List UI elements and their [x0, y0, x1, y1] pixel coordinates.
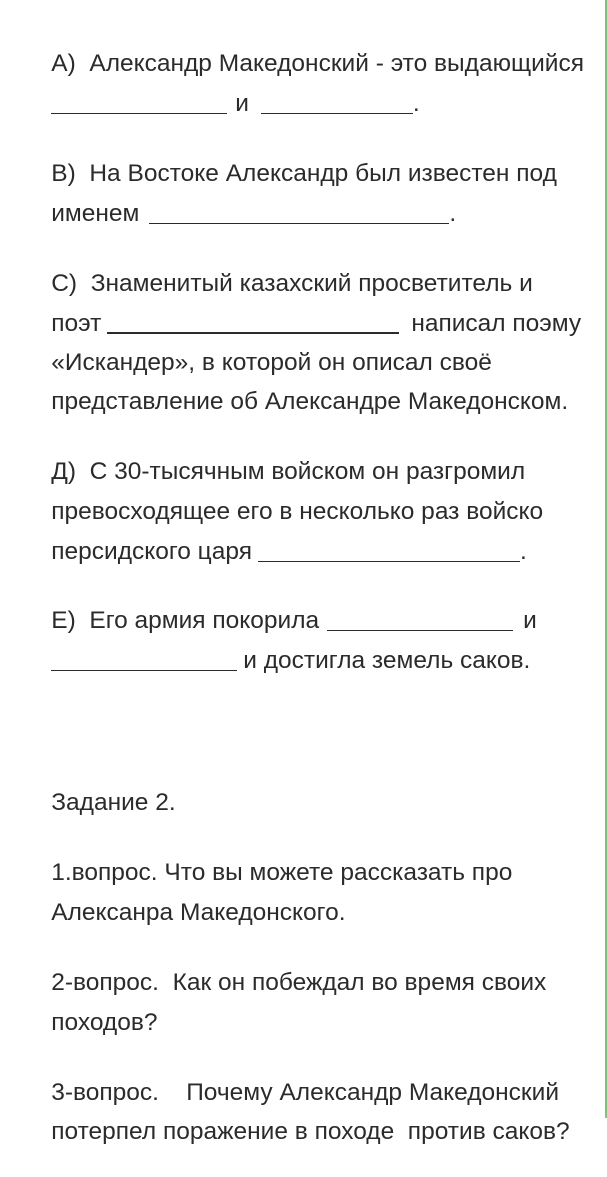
section-a-line-1 — [24, 19, 585, 77]
question-3-text-1: 3-вопрос. Почему Александр Македонский — [51, 1079, 560, 1106]
fill-in-blank — [261, 89, 413, 119]
section-d-line-2 — [24, 467, 544, 525]
section-c-text-3: «Искандер», в которой он описал своё — [51, 349, 492, 376]
section-e-conjunction: и — [523, 607, 537, 634]
section-c-line-4 — [24, 357, 569, 415]
section-c-text-2b: написал поэму — [411, 310, 582, 337]
task2-title-text: Задание 2. — [51, 789, 176, 816]
section-e-line-2 — [24, 616, 531, 674]
question-3-line-1 — [24, 1048, 560, 1106]
question-2-line-1 — [24, 938, 547, 996]
section-c-line-3 — [24, 318, 492, 376]
section-c-text-4: представление об Александре Македонском. — [51, 388, 569, 415]
section-c-text-1: С) Знаменитый казахский просветитель и — [51, 270, 533, 297]
section-c-line-1 — [24, 239, 533, 297]
question-3-line-2 — [24, 1087, 570, 1145]
question-2-line-2 — [24, 978, 158, 1036]
section-d-line-1 — [24, 427, 526, 485]
section-e-text-2: и достигла земель саков. — [243, 647, 531, 674]
fill-in-blank — [258, 537, 520, 567]
question-1-line-1 — [24, 828, 513, 886]
section-a-period: . — [412, 90, 420, 117]
section-b-text-2: именем — [51, 200, 140, 227]
section-e-line-1 — [24, 576, 537, 634]
section-a-line-2 — [24, 59, 420, 117]
question-2-text-1: 2-вопрос. Как он побеждал во время своих — [51, 969, 547, 996]
fill-in-blank — [149, 199, 449, 229]
section-c-line-2 — [24, 279, 582, 337]
section-d-period: . — [519, 538, 527, 565]
section-b-period: . — [449, 200, 457, 227]
section-a-conjunction: и — [235, 90, 249, 117]
section-a-text-1: А) Александр Македонский - это выдающийся — [51, 50, 585, 77]
section-b-line-1 — [24, 129, 557, 187]
section-c-text-2a: поэт — [51, 310, 102, 337]
question-1-line-2 — [24, 868, 346, 926]
task2-title — [24, 758, 176, 816]
question-2-text-2: походов? — [51, 1009, 158, 1036]
section-b-line-2 — [24, 169, 457, 227]
fill-in-blank — [51, 89, 227, 119]
question-1-text-2: Алексанра Македонского. — [51, 899, 346, 926]
section-d-text-3: персидского царя — [51, 538, 252, 565]
section-d-line-3 — [24, 507, 527, 565]
question-1-text-1: 1.вопрос. Что вы можете рассказать про — [51, 859, 513, 886]
section-d-text-2: превосходящее его в несколько раз войско — [51, 498, 544, 525]
section-b-text-1: В) На Востоке Александр был известен под — [51, 160, 557, 187]
question-3-text-2: потерпел поражение в походе против саков? — [51, 1118, 570, 1145]
fill-in-blank — [51, 646, 237, 676]
section-e-text-1: Е) Его армия покорила — [51, 607, 320, 634]
section-d-text-1: Д) С 30-тысячным войском он разгромил — [51, 458, 526, 485]
